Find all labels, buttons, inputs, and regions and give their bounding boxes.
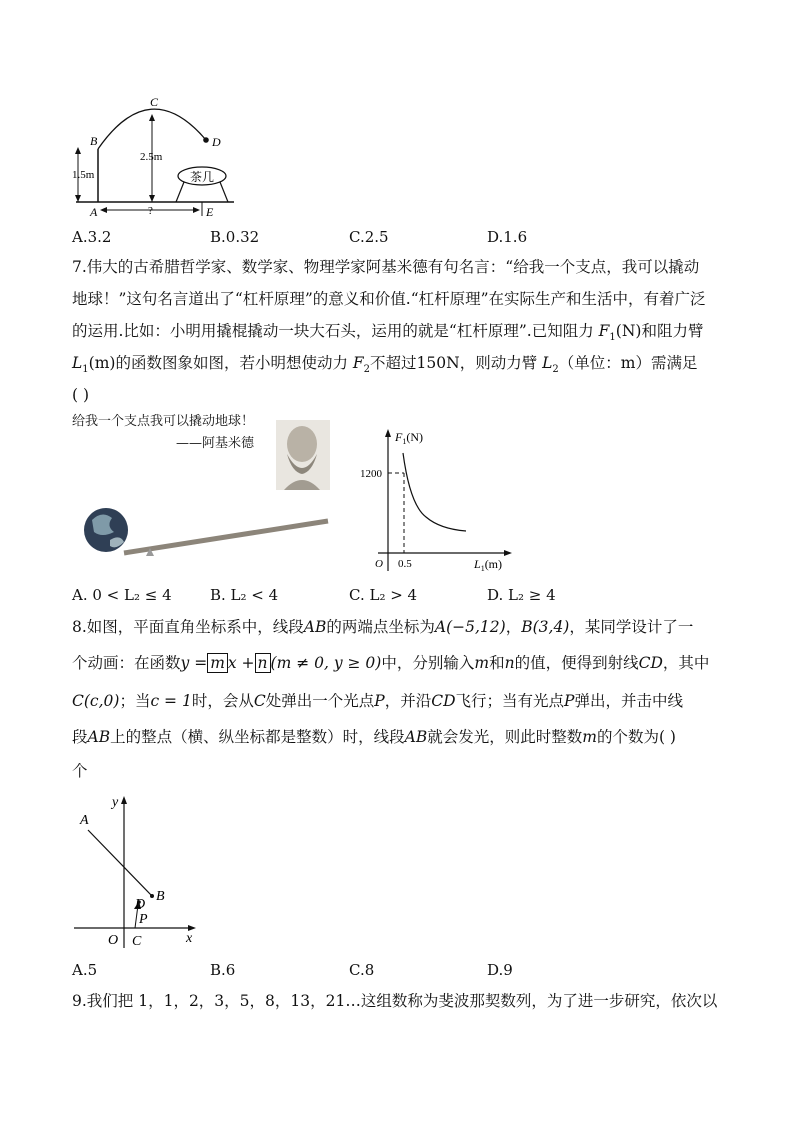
label-B: B (156, 889, 165, 904)
label-C: C (150, 95, 159, 109)
q6-option-c: C.2.5 (349, 228, 389, 246)
q7-option-d: D. L₂ ≥ 4 (487, 586, 556, 604)
label-O: O (108, 933, 119, 948)
archimedes-portrait-icon (276, 420, 330, 490)
archimedes-lever-picture (80, 420, 340, 565)
q8-option-d: D.9 (487, 961, 513, 979)
q8-line3: C(c,0)；当c = 1时，会从C处弹出一个光点P，并沿CD飞行；当有光点P弹出，并击中线 (72, 692, 683, 710)
y-axis-label: $F_1(N)$ (395, 430, 424, 446)
q8-option-c: C.8 (349, 961, 375, 979)
q7-option-a: A. 0 < L₂ ≤ 4 (72, 586, 172, 604)
q7-line3: 的运用.比如：小明用撬棍撬动一块大石头，运用的就是“杠杆原理”.已知阻力 $F_1(N)$和阻力臂 (72, 322, 704, 344)
quote-text: 给我一个支点我可以撬动地球！ (72, 414, 255, 429)
x-axis-label: x (186, 931, 193, 946)
label-E: E (206, 205, 214, 219)
label-1-5m: 1.5m (72, 169, 95, 181)
y-axis-label: y (112, 795, 119, 810)
q7-paren: ( ) (72, 386, 90, 404)
label-D: D (135, 897, 146, 912)
q6-option-d: D.1.6 (487, 228, 528, 246)
label-D: D (212, 135, 221, 149)
label-A: A (90, 205, 98, 219)
label-question: ? (148, 205, 153, 217)
y-tick-1200: 1200 (360, 468, 382, 480)
q8-line2: 个动画：在函数y = m x + n (m ≠ 0, y ≥ 0)中，分别输入m和n的值，便得到射线CD，其中 (72, 654, 710, 672)
earth-icon (84, 508, 128, 552)
x-axis-label: $L_1(m)$ (474, 557, 503, 573)
q8-line4: 段AB上的整点（横、纵坐标都是整数）时，线段AB就会发光，则此时整数m的个数为( ) (72, 728, 676, 746)
origin-label: O (375, 558, 383, 570)
label-B: B (90, 134, 98, 148)
q7-graph (360, 425, 515, 575)
q8-line5: 个 (72, 762, 88, 780)
label-A: A (80, 813, 89, 828)
q7-line4: $L_1(m)$的函数图象如图，若小明想使动力 $F_2$不超过150N，则动力臂 $L_2$（单位：m）需满足 (72, 354, 698, 376)
label-C: C (132, 934, 142, 949)
q7-option-c: C. L₂ > 4 (349, 586, 418, 604)
q7-option-b: B. L₂ < 4 (210, 586, 279, 604)
q9-line1: 9.我们把 1，1，2，3，5，8，13，21…这组数称为斐波那契数列，为了进一步研究，依次以 (72, 992, 718, 1010)
q8-option-b: B.6 (210, 961, 236, 979)
x-tick-0-5: 0.5 (398, 558, 412, 570)
q8-option-a: A.5 (72, 961, 98, 979)
label-2-5m: 2.5m (140, 151, 163, 163)
q8-line1: 8.如图，平面直角坐标系中，线段AB的两端点坐标为A(−5,12)，B(3,4)，某同学设计了一 (72, 618, 694, 636)
label-P: P (139, 912, 148, 927)
q7-line2: 地球！”这句名言道出了“杠杆原理”的意义和价值.“杠杆原理”在实际生产和生活中，有着广泛 (72, 290, 706, 308)
q6-option-b: B.0.32 (210, 228, 260, 246)
q6-figure (72, 92, 242, 222)
quote-author: ——阿基米德 (176, 436, 255, 451)
q6-option-a: A.3.2 (72, 228, 112, 246)
label-tea-table: 茶几 (190, 170, 215, 184)
q7-line1: 7.伟大的古希腊哲学家、数学家、物理学家阿基米德有句名言：“给我一个支点，我可以撬动 (72, 258, 700, 276)
q8-graph (72, 790, 207, 950)
